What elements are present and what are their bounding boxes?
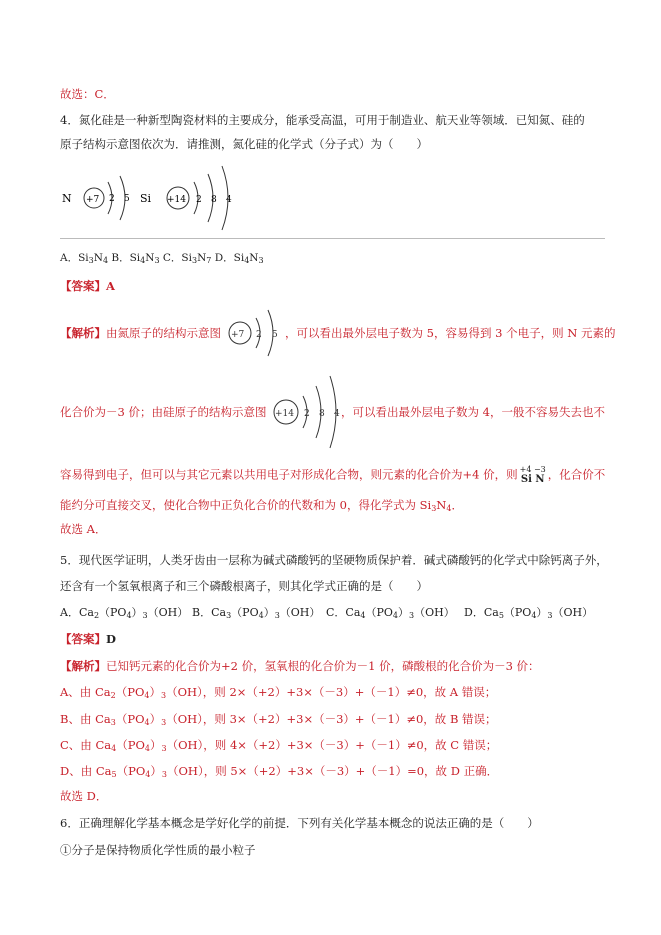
q4-conclusion: 故选 A．: [60, 522, 107, 536]
svg-text:2: 2: [256, 330, 262, 340]
q4-analysis-line1b: ，可以看出最外层电子数为 5，容易得到 3 个电子，则 N 元素的: [285, 326, 616, 340]
atom-symbol: N: [62, 192, 72, 205]
option-b: B．$Ca_3(PO_4)_3(OH)$: [192, 606, 321, 620]
q5-conclusion: 故选 D．: [60, 789, 108, 803]
shell-1-count: 2: [109, 194, 115, 204]
q4-stem-line2: 原子结构示意图依次为．请推测，氮化硅的化学式（分子式）为（ ）: [60, 137, 428, 151]
answer-tag: 【答案】: [60, 632, 106, 646]
svg-text:5: 5: [272, 330, 278, 340]
shell-2-count: 5: [124, 194, 130, 204]
nucleus-charge: +7: [86, 195, 100, 205]
option-d: D．$Ca_5(PO_4)_3(OH)$: [464, 606, 594, 620]
nitrogen-atom-inline: [226, 304, 286, 362]
q4-answer: [60, 279, 115, 293]
q4-analysis-line2b: ，可以看出最外层电子数为 4，一般不容易失去也不: [341, 405, 605, 419]
option-c-label: C．: [162, 252, 182, 264]
q4-analysis-line2: 化合价为－3 价；由硅原子的结构示意图: [60, 405, 267, 419]
q5-check-a: A、由 $Ca_2(PO_4)_3(OH)$，则 2×（+2）+3×（－3）+（－1）≠0，故 A 错误；: [60, 685, 497, 700]
q4-analysis-line4: 能约分可直接交叉，使化合物中正负化合价的代数和为 0，得化学式为 $Si_3N_4$．: [60, 498, 463, 513]
q5-check-b: B、由 $Ca_3(PO_4)_3(OH)$，则 3×（+2）+3×（－3）+（－1）≠0，故 B 错误；: [60, 712, 497, 727]
nitrogen-atom-diagram: [60, 168, 140, 228]
q5-analysis-intro: 【解析】已知钙元素的化合价为+2 价，氢氧根的化合价为－1 价，磷酸根的化合价为－3 价：: [60, 659, 540, 673]
silicon-atom-diagram: [140, 160, 270, 240]
answer-tag: 【答案】: [60, 279, 106, 293]
option-d-label: D．: [214, 252, 234, 264]
q5-answer: [60, 632, 116, 646]
analysis-tag: 【解析】: [60, 659, 106, 673]
answer-value: D: [106, 632, 116, 646]
q4-analysis-line3: 容易得到电子，但可以与其它元素以共用电子对形成化合物，则元素的化合价为+4 价，则 +4 −3 Si N ，化合价不: [60, 465, 606, 485]
diagram-divider: [60, 238, 605, 239]
q5-check-c: C、由 $Ca_4(PO_4)_3(OH)$，则 4×（+2）+3×（－3）+（－1）≠0，故 C 错误；: [60, 738, 498, 753]
atom-symbol: Si: [140, 192, 152, 205]
silicon-atom-inline: [270, 372, 350, 452]
q5-stem-line1: 5．现代医学证明，人类牙齿由一层称为碱式磷酸钙的坚硬物质保护着．碱式磷酸钙的化学式中除钙离子外，: [60, 553, 608, 567]
q4-stem-line1: 4．氮化硅是一种新型陶瓷材料的主要成分，能承受高温，可用于制造业、航天业等领域．已知氮、硅的: [60, 113, 585, 127]
q5-check-d: D、由 $Ca_5(PO_4)_3(OH)$，则 5×（+2）+3×（－3）+（－1）=0，故 D 正确．: [60, 764, 499, 779]
analysis-tag: 【解析】: [60, 326, 106, 340]
q4-options: A．$Si_3N_4$ B．$Si_4N_3$ C．$Si_3N_7$ D．$Si_4N_3$: [60, 252, 264, 265]
shell-2-count: 8: [211, 195, 217, 205]
svg-text:4: 4: [334, 409, 340, 419]
q4-analysis-line1: 【解析】由氮原子的结构示意图: [60, 326, 221, 340]
q6-item-1: ①分子是保持物质化学性质的最小粒子: [60, 843, 256, 857]
option-a-label: A．: [60, 252, 79, 264]
answer-value: A: [106, 279, 115, 293]
q6-stem: 6．正确理解化学基本概念是学好化学的前提．下列有关化学基本概念的说法正确的是（ ）: [60, 816, 539, 830]
option-a: A．$Ca_2(PO_4)_3(OH)$: [60, 606, 189, 620]
svg-text:2: 2: [304, 409, 310, 419]
option-c: C．$Ca_4(PO_4)_3(OH)$: [326, 606, 455, 620]
nucleus-charge: +7: [231, 330, 245, 340]
previous-answer: 故选：C．: [60, 87, 115, 101]
q5-stem-line2: 还含有一个氢氧根离子和三个磷酸根离子，则其化学式正确的是（ ）: [60, 579, 428, 593]
shell-3-count: 4: [226, 195, 232, 205]
nucleus-charge: +14: [167, 195, 186, 205]
valence-notation: +4 −3 Si N: [519, 465, 546, 485]
svg-text:8: 8: [319, 409, 325, 419]
option-b-label: B．: [111, 252, 130, 264]
nucleus-charge: +14: [275, 409, 294, 419]
shell-1-count: 2: [196, 195, 202, 205]
q5-options: [60, 606, 593, 623]
